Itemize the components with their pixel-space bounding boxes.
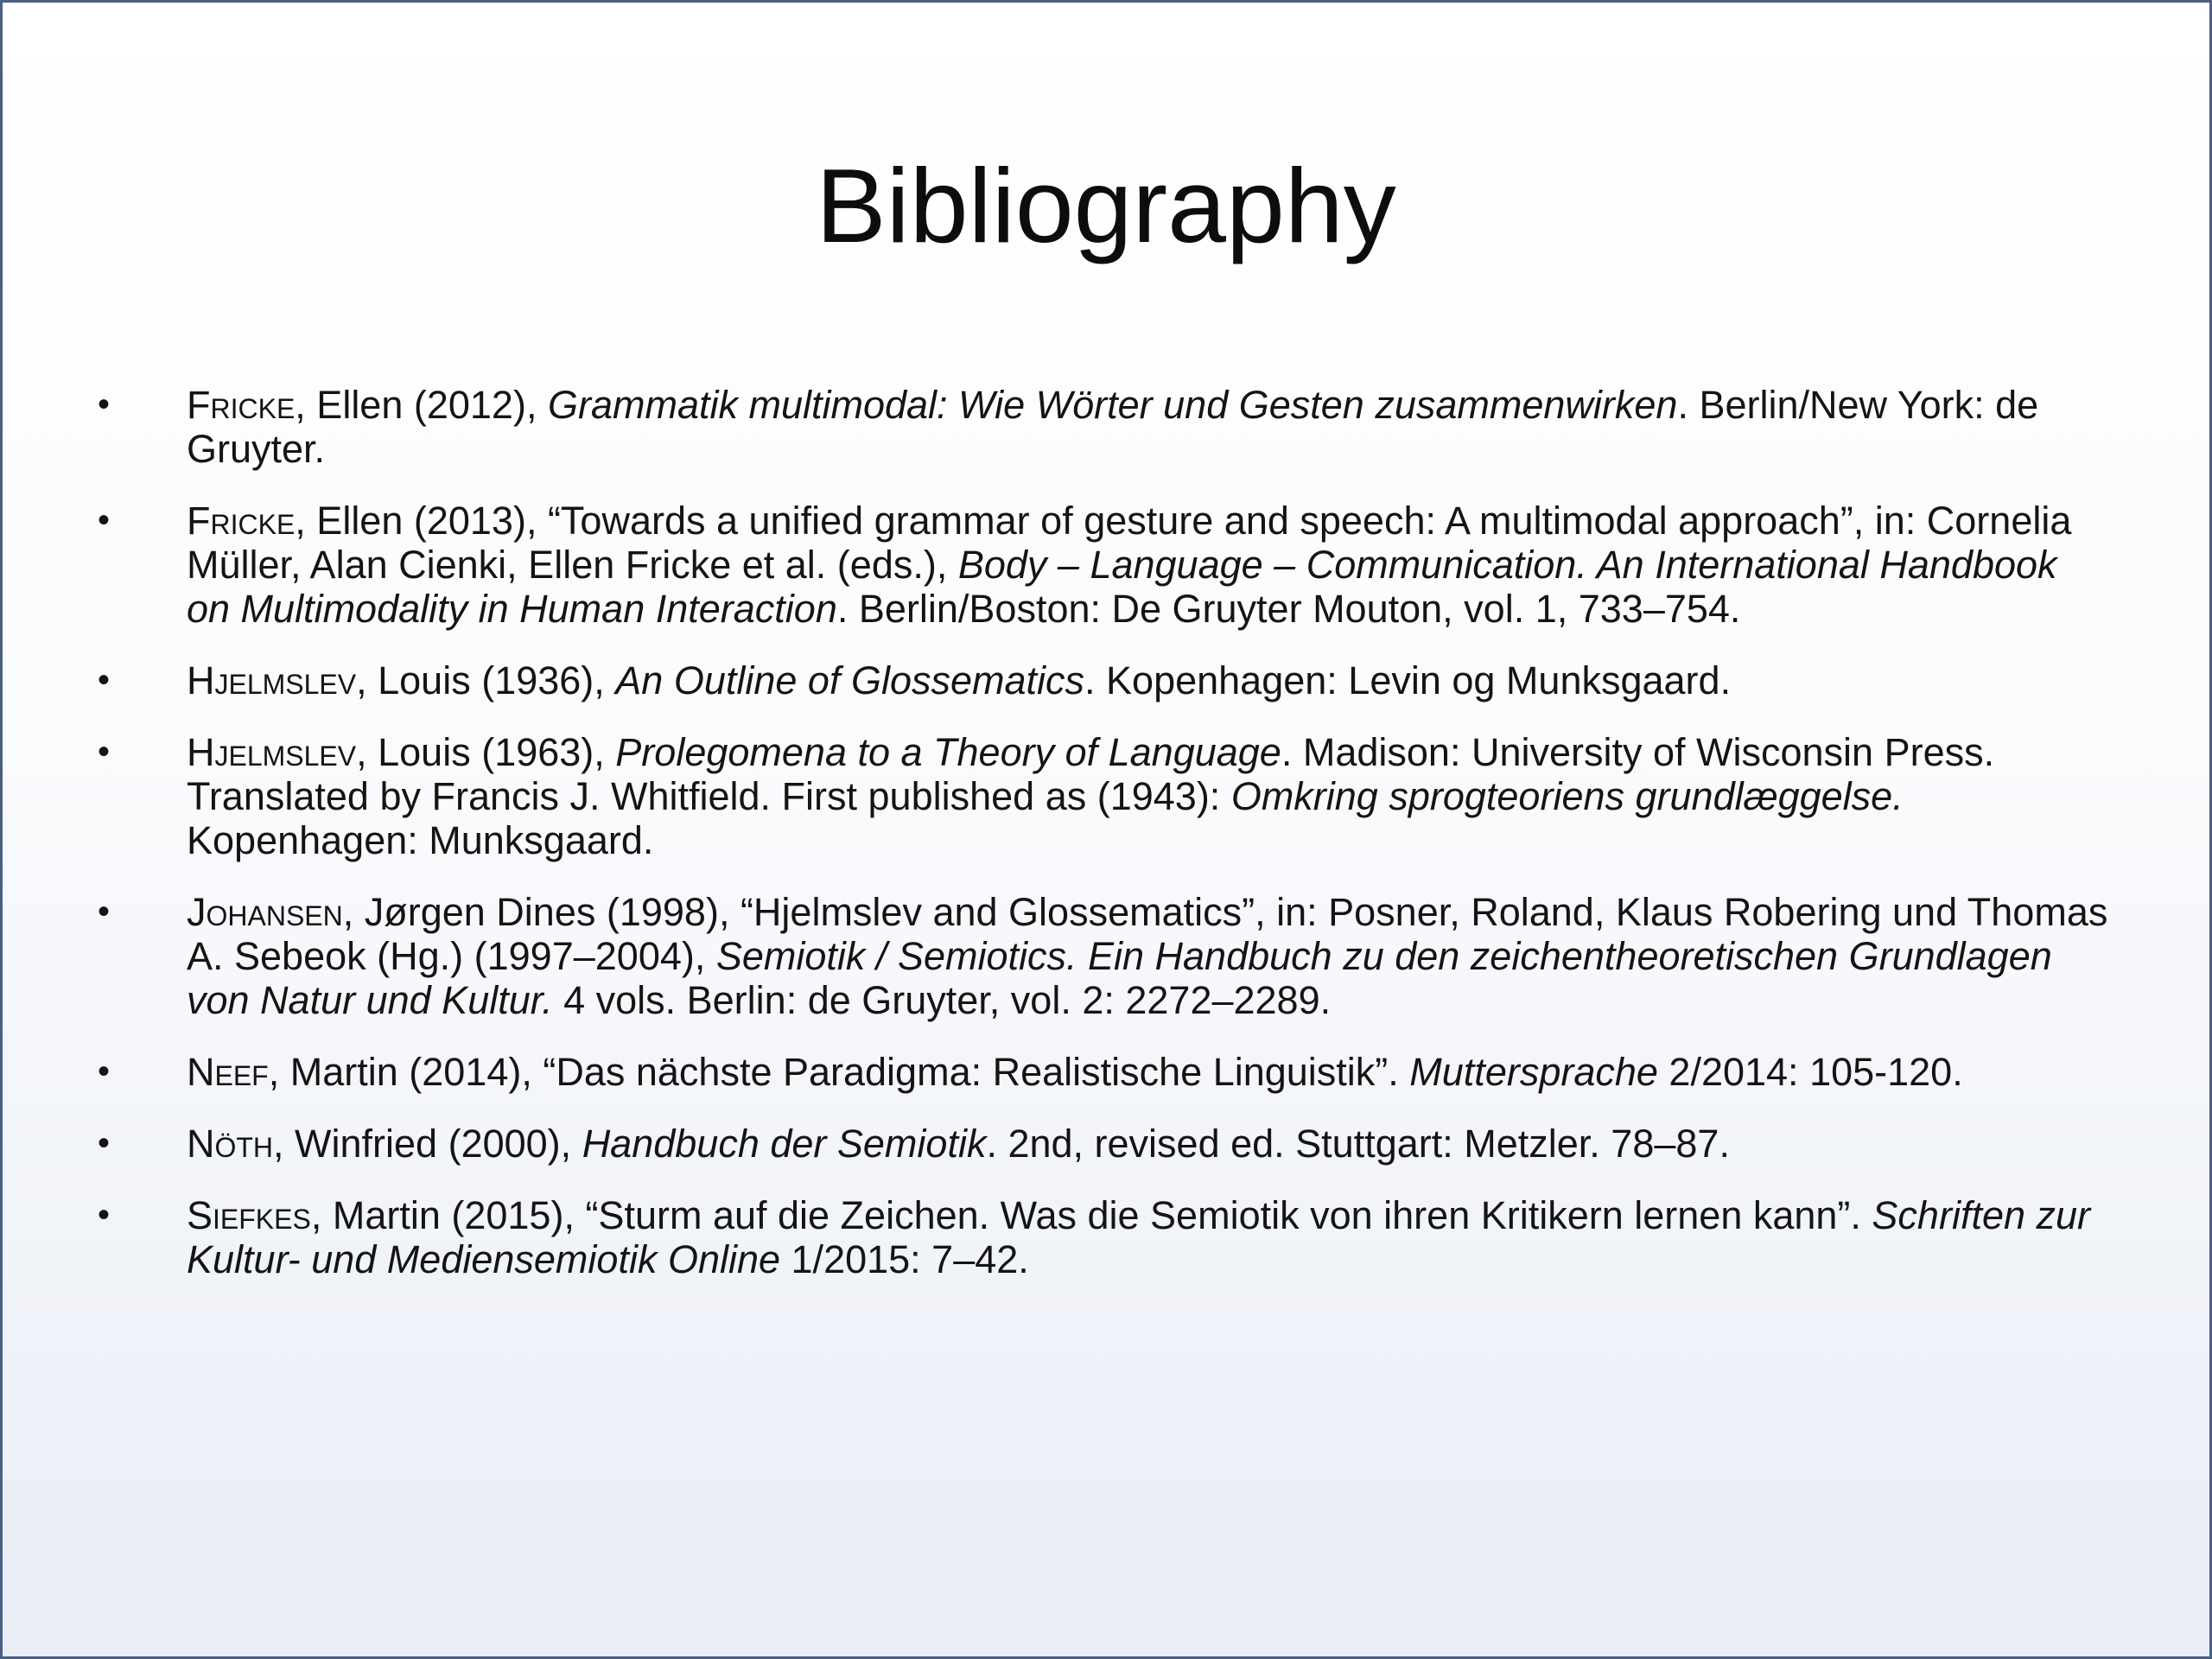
entry-author: Fricke xyxy=(187,383,296,427)
bullet-icon: • xyxy=(98,893,111,931)
entry-title: An Outline of Glossematics xyxy=(615,658,1085,702)
bibliography-list xyxy=(98,383,2111,1309)
bibliography-entry xyxy=(98,1122,2111,1166)
bullet-icon: • xyxy=(98,1196,111,1234)
entry-title: Body – Language – Communication. An International Handbook on Multimodality in Human Interaction xyxy=(187,543,2057,631)
bibliography-entry xyxy=(98,658,2111,702)
entry-title: Handbuch der Semiotik xyxy=(582,1122,987,1166)
bullet-icon: • xyxy=(98,385,111,423)
bibliography-entry xyxy=(98,1050,2111,1094)
entry-text: . Kopenhagen: Levin og Munksgaard. xyxy=(1084,658,1732,702)
entry-text: 1/2015: 7–42. xyxy=(780,1237,1029,1281)
entry-text: , Louis (1936), xyxy=(356,658,616,702)
entry-author: Hjelmslev xyxy=(187,730,357,774)
entry-text: . 2nd, revised ed. Stuttgart: Metzler. 78–87. xyxy=(986,1122,1730,1166)
entry-text: , Jørgen Dines (1998), “Hjelmslev and Glossematics”, in: Posner, Roland, Klaus Robering und Thomas A. Sebeok (Hg.) (1997–2004), xyxy=(187,890,2108,978)
entry-title: Prolegomena to a Theory of Language xyxy=(615,730,1281,774)
entry-text: . Madison: University of Wisconsin Press. Translated by Francis J. Whitfield. First published as (1943): xyxy=(187,730,1995,818)
entry-title-secondary: Omkring sprogteoriens grundlæggelse. xyxy=(1230,774,1904,818)
bibliography-entry xyxy=(98,499,2111,631)
entry-author: Fricke xyxy=(187,499,296,543)
entry-author: Neef xyxy=(187,1050,269,1094)
entry-author: Johansen xyxy=(187,890,343,934)
entry-title: Schriften zur Kultur- und Mediensemiotik Online xyxy=(187,1193,2091,1281)
entry-text: 4 vols. Berlin: de Gruyter, vol. 2: 2272–2289. xyxy=(552,978,1332,1022)
entry-author: Hjelmslev xyxy=(187,658,357,702)
entry-text: . Berlin/New York: de Gruyter. xyxy=(187,383,2039,471)
entry-text: , Ellen (2013), “Towards a unified grammar of gesture and speech: A multimodal approach”, in: Cornelia Müller, Alan Cienki, Ellen Fricke et al. (eds.), xyxy=(187,499,2072,587)
bibliography-entry xyxy=(98,890,2111,1022)
entry-title: Muttersprache xyxy=(1409,1050,1658,1094)
bullet-icon: • xyxy=(98,501,111,539)
entry-text: , Winfried (2000), xyxy=(273,1122,582,1166)
entry-text: , Louis (1963), xyxy=(356,730,616,774)
entry-text: Kopenhagen: Munksgaard. xyxy=(187,818,654,862)
entry-text: 2/2014: 105-120. xyxy=(1657,1050,1963,1094)
entry-text: , Martin (2014), “Das nächste Paradigma: Realistische Linguistik”. xyxy=(268,1050,1410,1094)
bibliography-entry xyxy=(98,730,2111,862)
entry-text: , Ellen (2012), xyxy=(295,383,548,427)
bullet-icon: • xyxy=(98,661,111,699)
bullet-icon: • xyxy=(98,1052,111,1090)
entry-author: Nöth xyxy=(187,1122,274,1166)
slide-title: Bibliography xyxy=(816,147,1396,264)
entry-text: , Martin (2015), “Sturm auf die Zeichen. Was die Semiotik von ihren Kritikern lernen kann”. xyxy=(310,1193,1872,1237)
entry-title: Grammatik multimodal: Wie Wörter und Gesten zusammenwirken xyxy=(547,383,1678,427)
bullet-icon: • xyxy=(98,1124,111,1162)
bibliography-entry xyxy=(98,383,2111,471)
bibliography-entry xyxy=(98,1193,2111,1281)
entry-title: Semiotik / Semiotics. Ein Handbuch zu den zeichentheoretischen Grundlagen von Natur und Kultur. xyxy=(187,934,2052,1022)
entry-text: . Berlin/Boston: De Gruyter Mouton, vol. 1, 733–754. xyxy=(836,587,1741,631)
entry-author: Siefkes xyxy=(187,1193,311,1237)
bullet-icon: • xyxy=(98,733,111,771)
